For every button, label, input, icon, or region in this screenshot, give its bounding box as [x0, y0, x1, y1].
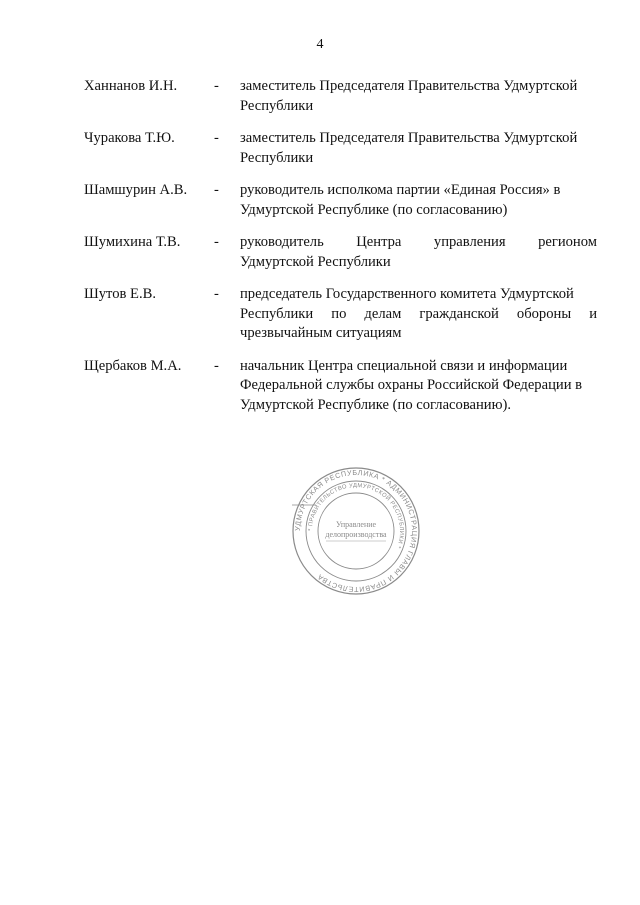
separator-dash: -: [214, 234, 219, 250]
member-name: Шутов Е.В.: [84, 286, 156, 302]
member-position: [240, 285, 597, 344]
position-line: Федеральной службы охраны Российской Федерации в: [240, 377, 583, 393]
official-seal: [290, 465, 422, 597]
seal-center-line-2: делопроизводства: [325, 530, 387, 539]
position-line: заместитель Председателя Правительства Удмуртской: [240, 78, 578, 94]
position-line: руководитель исполкома партии «Единая Россия» в: [240, 182, 561, 198]
member-entry: [84, 181, 597, 220]
position-line: начальник Центра специальной связи и информации: [240, 357, 568, 374]
member-position: [240, 77, 597, 116]
seal-center-line-1: Управление: [335, 520, 377, 529]
seal-inner-text: * ПРАВИТЕЛЬСТВО УДМУРТСКОЙ РЕСПУБЛИКИ *: [307, 482, 405, 550]
member-name: Шумихина Т.В.: [84, 234, 181, 250]
separator-dash: -: [214, 286, 219, 302]
member-entry: [84, 77, 597, 116]
member-list: [84, 77, 597, 428]
position-line: чрезвычайным ситуациям: [240, 325, 402, 341]
member-position: [240, 357, 597, 416]
member-entry: [84, 357, 597, 416]
member-position: [240, 181, 597, 220]
separator-dash: -: [214, 130, 219, 146]
member-name: Щербаков М.А.: [84, 357, 182, 374]
position-line: Удмуртской Республики: [240, 253, 391, 270]
separator-dash: -: [214, 357, 219, 374]
position-line: Республики: [240, 149, 314, 166]
seal-outer-text: УДМУРТСКАЯ РЕСПУБЛИКА * АДМИНИСТРАЦИЯ ГЛАВЫ И ПРАВИТЕЛЬСТВА: [292, 467, 420, 595]
position-line: Республики по делам гражданской обороны и: [240, 305, 597, 322]
member-name: Чуракова Т.Ю.: [84, 130, 175, 146]
member-name: Шамшурин А.В.: [84, 182, 188, 198]
page-number: 4: [316, 37, 324, 52]
position-line: председатель Государственного комитета Удмуртской: [240, 286, 574, 302]
position-line: Удмуртской Республике (по согласованию).: [240, 396, 512, 413]
member-name: Ханнанов И.Н.: [84, 78, 178, 94]
member-entry: [84, 233, 597, 272]
member-position: [240, 129, 597, 168]
separator-dash: -: [214, 78, 219, 94]
separator-dash: -: [214, 182, 219, 198]
position-line: Удмуртской Республике (по согласованию): [240, 201, 508, 218]
member-position: [240, 233, 597, 272]
position-line: руководитель Центра управления регионом: [240, 234, 597, 250]
position-line: Республики: [240, 97, 314, 114]
member-entry: [84, 285, 597, 344]
member-entry: [84, 129, 597, 168]
position-line: заместитель Председателя Правительства Удмуртской: [240, 130, 578, 146]
